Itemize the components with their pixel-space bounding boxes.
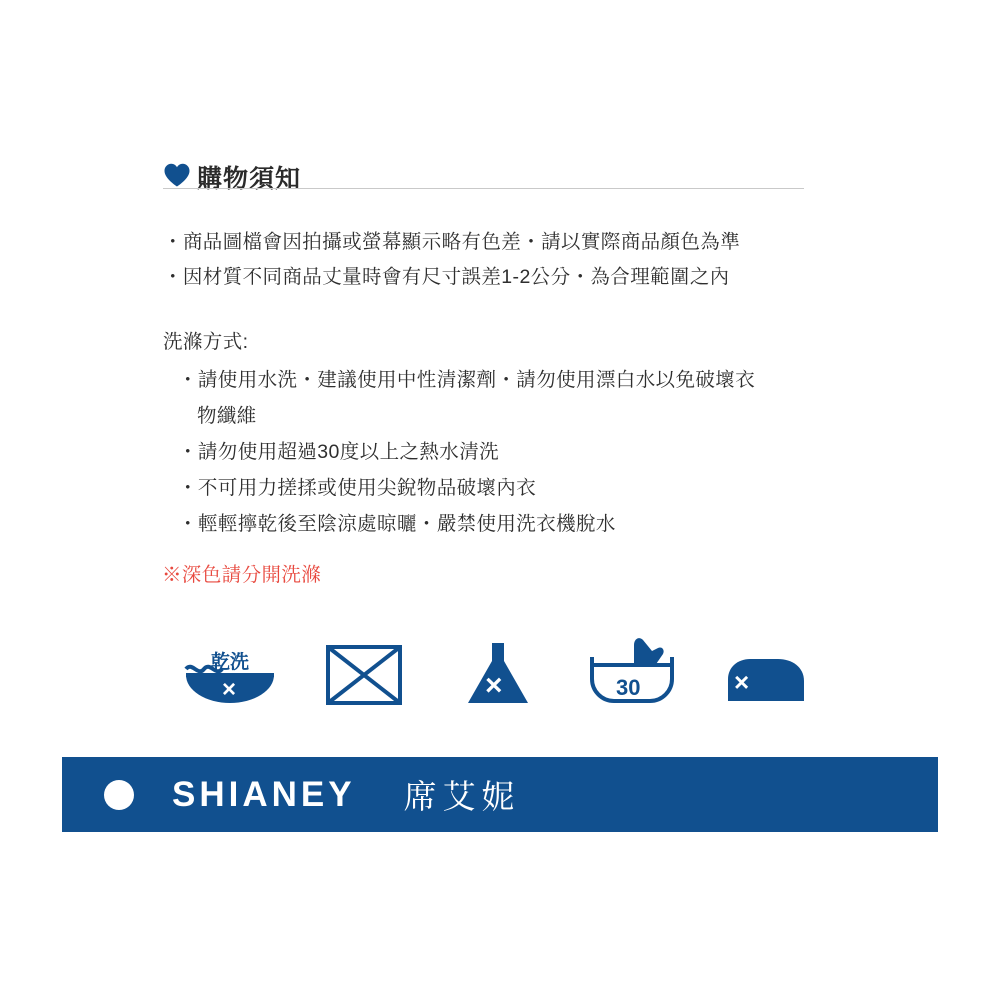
- care-symbol-row: [180, 618, 820, 728]
- svg-text:×: ×: [485, 669, 503, 702]
- do-not-tumble-dry-icon: [314, 623, 414, 723]
- brand-name-en: SHIANEY: [172, 774, 356, 814]
- svg-text:30: 30: [616, 675, 641, 700]
- do-not-bleach-icon: [448, 623, 548, 723]
- general-notice-list: [163, 225, 740, 295]
- brand-name-zh: 席艾妮: [403, 778, 521, 815]
- list-item-continuation: 物纖維: [197, 405, 257, 427]
- circle-icon: [104, 780, 134, 810]
- list-item: ・ 請勿使用超過30度以上之熱水清洗: [178, 434, 878, 470]
- page-title: 購物須知: [197, 165, 302, 193]
- notice-heading: [163, 152, 803, 192]
- hand-wash-30-icon: [582, 623, 682, 723]
- do-not-dry-clean-icon: [180, 623, 280, 723]
- list-item: ・ 商品圖檔會因拍攝或螢幕顯示略有色差・請以實際商品顏色為準: [163, 225, 740, 260]
- list-item: [178, 362, 878, 434]
- wash-method-title: 洗滌方式:: [163, 331, 249, 353]
- wash-method-list: [178, 362, 878, 542]
- list-item: ・ 因材質不同商品丈量時會有尺寸誤差1-2公分・為合理範圍之內: [163, 260, 740, 295]
- brand-footer-bar: [62, 757, 938, 832]
- do-not-iron-icon: [716, 623, 816, 723]
- dark-color-warning: ※深色請分開洗滌: [162, 564, 322, 586]
- svg-text:×: ×: [222, 676, 237, 703]
- list-item: ・ 輕輕擰乾後至陰涼處晾曬・嚴禁使用洗衣機脫水: [178, 506, 878, 542]
- svg-text:×: ×: [734, 667, 750, 697]
- svg-text:乾洗: 乾洗: [211, 652, 250, 673]
- list-item-label: ・ 請使用水洗・建議使用中性清潔劑・請勿使用漂白水以免破壞衣: [178, 369, 755, 391]
- heading-divider: [163, 188, 804, 189]
- list-item: ・ 不可用力搓揉或使用尖銳物品破壞內衣: [178, 470, 878, 506]
- heart-icon: [163, 162, 191, 188]
